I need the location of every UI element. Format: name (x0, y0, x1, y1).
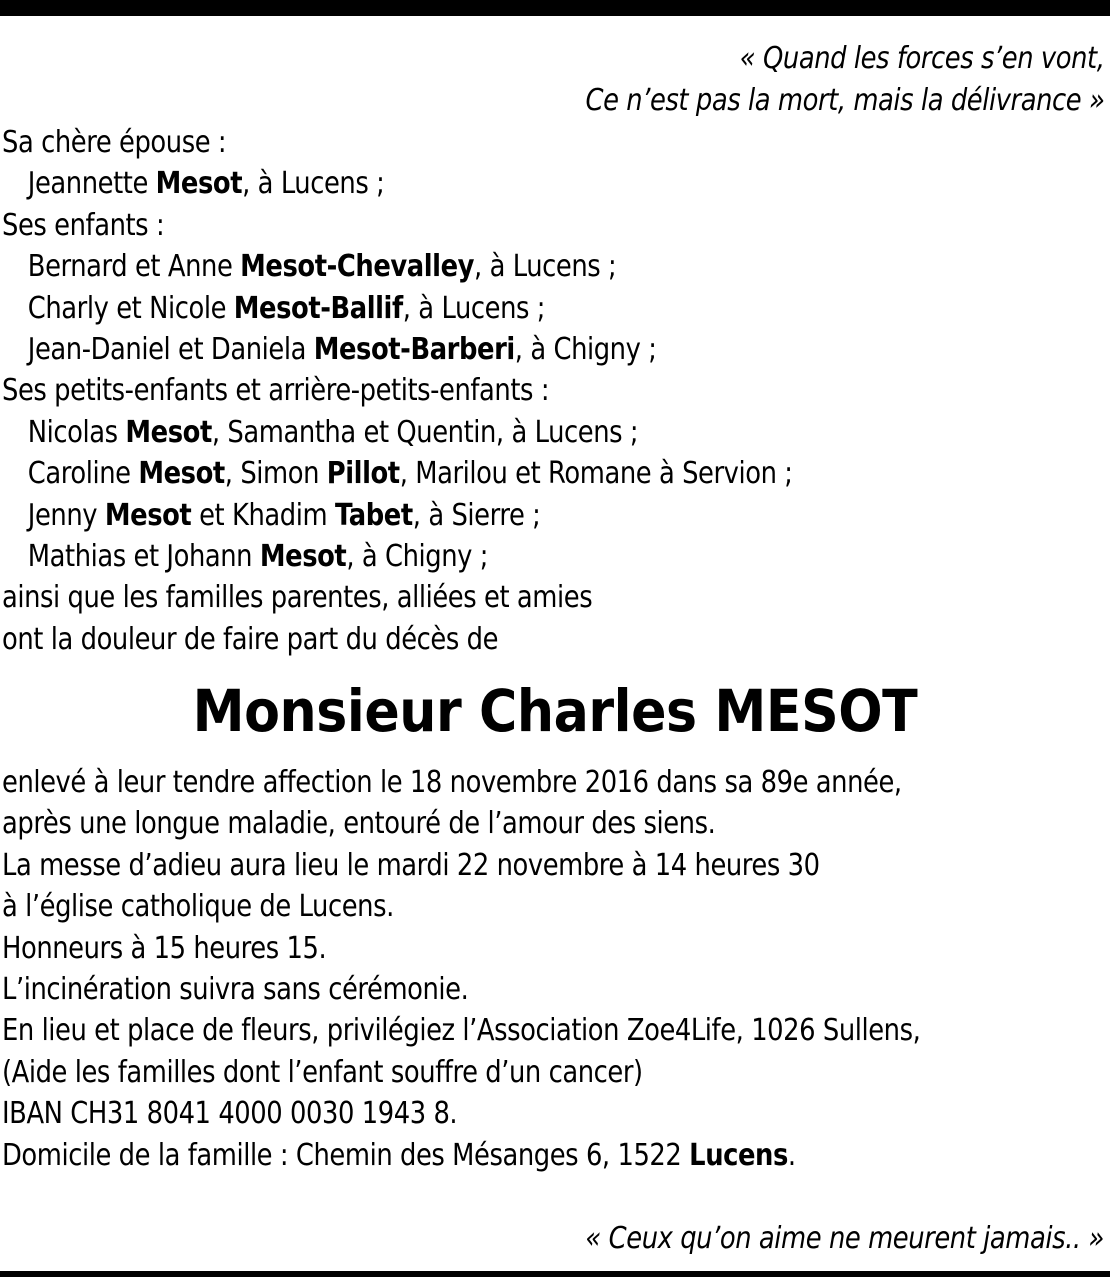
grandchild-first-name: Mathias et Johann (27, 538, 260, 574)
grandchild-surname: Mesot (104, 497, 192, 533)
iban-line: IBAN CH31 8041 4000 0030 1943 8. (2, 1096, 458, 1132)
child-surname: Mesot-Ballif (233, 290, 403, 326)
closing-quote: « Ceux qu’on aime ne meurent jamais.. » (585, 1221, 1104, 1256)
closing-line-2: ont la douleur de faire part du décès de (2, 621, 499, 657)
child-surname: Mesot-Barberi (313, 331, 515, 367)
spouse-entry (2, 163, 793, 204)
child-location: , à Lucens ; (402, 290, 546, 326)
funeral-details (2, 762, 920, 1176)
child-location: , à Lucens ; (474, 249, 617, 285)
child-location: , à Chigny ; (514, 331, 657, 367)
spouse-heading: Sa chère épouse : (2, 125, 227, 160)
grandchild-partner-name: et Khadim (191, 497, 335, 533)
children-heading: Ses enfants : (2, 207, 165, 243)
details-line: (Aide les familles dont l’enfant souffre d’un cancer) (2, 1054, 643, 1090)
grandchildren-heading: Ses petits-enfants et arrière-petits-enfants : (2, 373, 550, 409)
grandchild-first-name: Caroline (27, 456, 139, 492)
spouse-location: , à Lucens ; (242, 166, 385, 202)
details-line: enlevé à leur tendre affection le 18 novembre 2016 dans sa 89e année, (2, 765, 902, 800)
grandchild-partner-surname: Pillot (326, 456, 400, 492)
family-address-line (2, 1135, 920, 1176)
family-list (2, 122, 793, 660)
details-line: Honneurs à 15 heures 15. (2, 930, 327, 966)
grandchild-partner-name: , Simon (224, 456, 327, 492)
epigraph-line-2: Ce n’est pas la mort, mais la délivrance » (584, 83, 1104, 118)
address-text: Domicile de la famille : Chemin des Mésanges 6, 1522 (2, 1137, 690, 1173)
child-first-names: Charly et Nicole (27, 290, 234, 326)
child-surname: Mesot-Chevalley (240, 249, 475, 285)
bottom-border-rule (0, 1271, 1110, 1277)
details-line: après une longue maladie, entouré de l’amour des siens. (2, 806, 716, 842)
deceased-name-heading: Monsieur Charles MESOT (192, 677, 918, 745)
spouse-surname: Mesot (155, 166, 243, 202)
grandchild-partner-surname: Tabet (334, 497, 413, 533)
grandchild-entry (2, 536, 793, 577)
details-line: En lieu et place de fleurs, privilégiez l’Association Zoe4Life, 1026 Sullens, (2, 1013, 921, 1049)
grandchild-entry (2, 453, 793, 494)
address-end: . (787, 1137, 796, 1173)
spouse-first-name: Jeannette (27, 166, 156, 202)
child-first-names: Bernard et Anne (27, 249, 241, 285)
grandchild-rest: , Samantha et Quentin, à Lucens ; (211, 414, 639, 450)
grandchild-entry (2, 495, 793, 536)
grandchild-first-name: Nicolas (27, 414, 126, 450)
epigraph-line-1: « Quand les forces s’en vont, (739, 41, 1104, 76)
top-border-rule (0, 0, 1110, 16)
child-entry (2, 329, 793, 370)
child-entry (2, 246, 793, 287)
grandchild-rest: , à Sierre ; (412, 497, 541, 533)
child-entry (2, 288, 793, 329)
grandchild-rest: , à Chigny ; (346, 538, 489, 574)
grandchild-surname: Mesot (138, 456, 225, 492)
details-line: L’incinération suivra sans cérémonie. (2, 971, 469, 1007)
closing-line-1: ainsi que les familles parentes, alliées et amies (2, 580, 593, 616)
epigraph-quote (585, 38, 1104, 122)
grandchild-surname: Mesot (259, 538, 347, 574)
details-line: à l’église catholique de Lucens. (2, 889, 394, 925)
child-first-names: Jean-Daniel et Daniela (27, 331, 314, 367)
grandchild-surname: Mesot (125, 414, 212, 450)
address-town: Lucens (689, 1137, 788, 1173)
details-line: La messe d’adieu aura lieu le mardi 22 novembre à 14 heures 30 (2, 847, 820, 883)
grandchild-rest: , Marilou et Romane à Servion ; (399, 456, 793, 492)
grandchild-entry (2, 412, 793, 453)
grandchild-first-name: Jenny (27, 497, 105, 533)
